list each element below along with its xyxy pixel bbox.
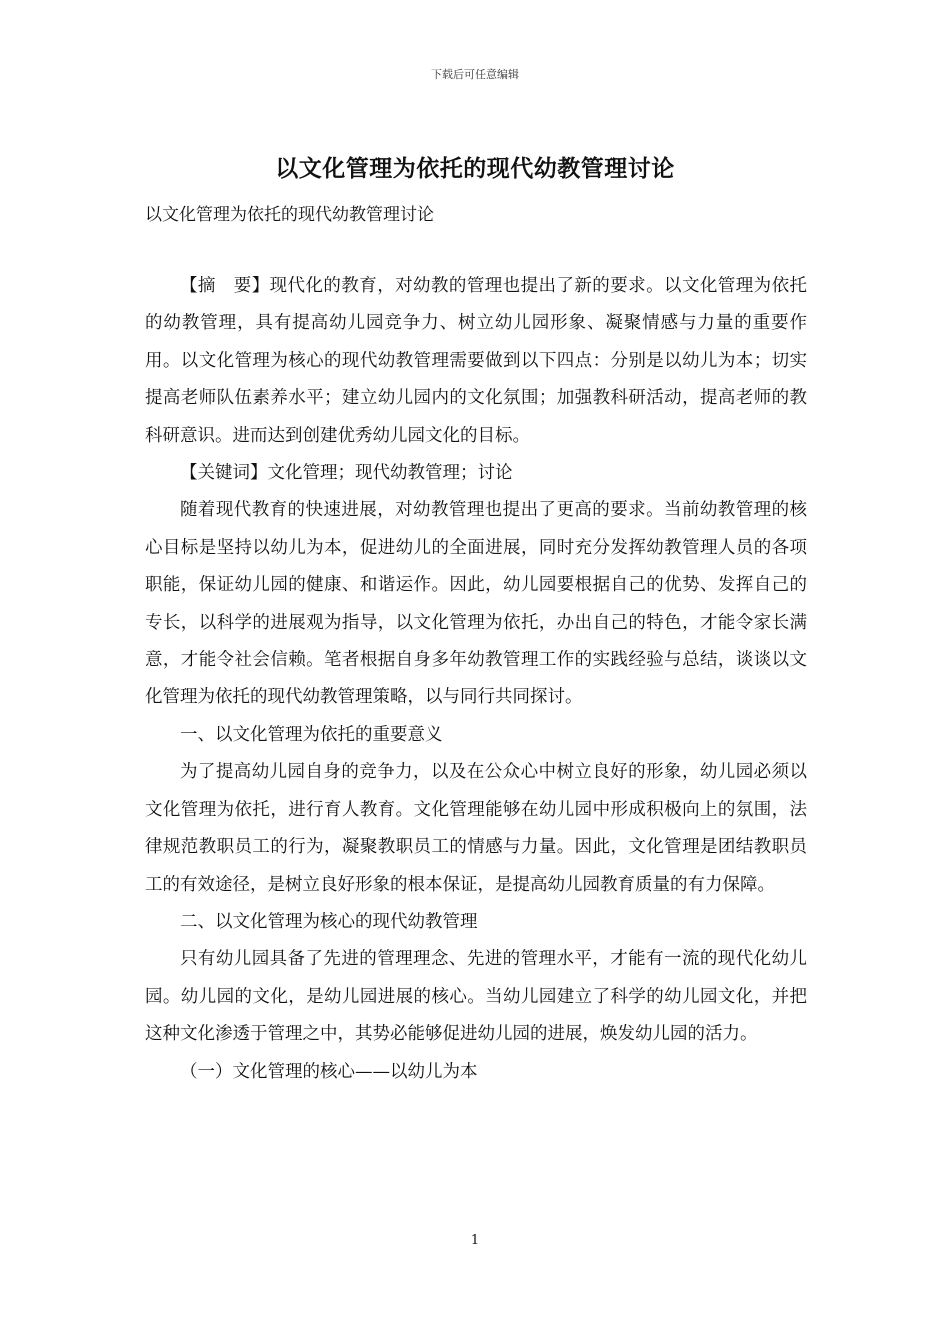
section-1-paragraph: 为了提高幼儿园自身的竞争力，以及在公众心中树立良好的形象，幼儿园必须以文化管理为依托，进行育人教育。文化管理能够在幼儿园中形成积极向上的氛围，法律规范教职员工的行为，凝聚教职员工的情感与力量。因此，文化管理是团结教职员工的有效途径，是树立良好形象的根本保证，是提高幼儿园教育质量的有力保障。 (145, 762, 807, 895)
page-header: 下载后可任意编辑 (431, 68, 519, 81)
subsection-heading-1: （一）文化管理的核心——以幼儿为本 (180, 1061, 478, 1082)
abstract-paragraph: 【摘 要】现代化的教育，对幼教的管理也提出了新的要求。以文化管理为依托的幼教管理，具有提高幼儿园竞争力、树立幼儿园形象、凝聚情感与力量的重要作用。以文化管理为核心的现代幼教管理需要做到以下四点：分别是以幼儿为本；切实提高老师队伍素养水平；建立幼儿园内的文化氛围；加强教科研活动，提高老师的教科研意识。进而达到创建优秀幼儿园文化的目标。 (145, 276, 807, 446)
document-body (145, 268, 807, 1091)
intro-paragraph: 随着现代教育的快速进展，对幼教管理也提出了更高的要求。当前幼教管理的核心目标是坚持以幼儿为本，促进幼儿的全面进展，同时充分发挥幼教管理人员的各项职能，保证幼儿园的健康、和谐运作。因此，幼儿园要根据自己的优势、发挥自己的专长，以科学的进展观为指导，以文化管理为依托，办出自己的特色，才能令家长满意，才能令社会信赖。笔者根据自身多年幼教管理工作的实践经验与总结，谈谈以文化管理为依托的现代幼教管理策略，以与同行共同探讨。 (145, 500, 807, 708)
page-number: 1 (470, 1233, 480, 1248)
section-heading-2: 二、以文化管理为核心的现代幼教管理 (180, 911, 478, 932)
document-subtitle: 以文化管理为依托的现代幼教管理讨论 (145, 205, 434, 225)
keywords-paragraph: 【关键词】文化管理；现代幼教管理；讨论 (180, 463, 513, 484)
section-heading-1: 一、以文化管理为依托的重要意义 (180, 724, 443, 745)
section-2-paragraph: 只有幼儿园具备了先进的管理理念、先进的管理水平，才能有一流的现代化幼儿园。幼儿园的文化，是幼儿园进展的核心。当幼儿园建立了科学的幼儿园文化，并把这种文化渗透于管理之中，其势必能够促进幼儿园的进展，焕发幼儿园的活力。 (145, 949, 807, 1045)
document-title: 以文化管理为依托的现代幼教管理讨论 (275, 156, 675, 182)
